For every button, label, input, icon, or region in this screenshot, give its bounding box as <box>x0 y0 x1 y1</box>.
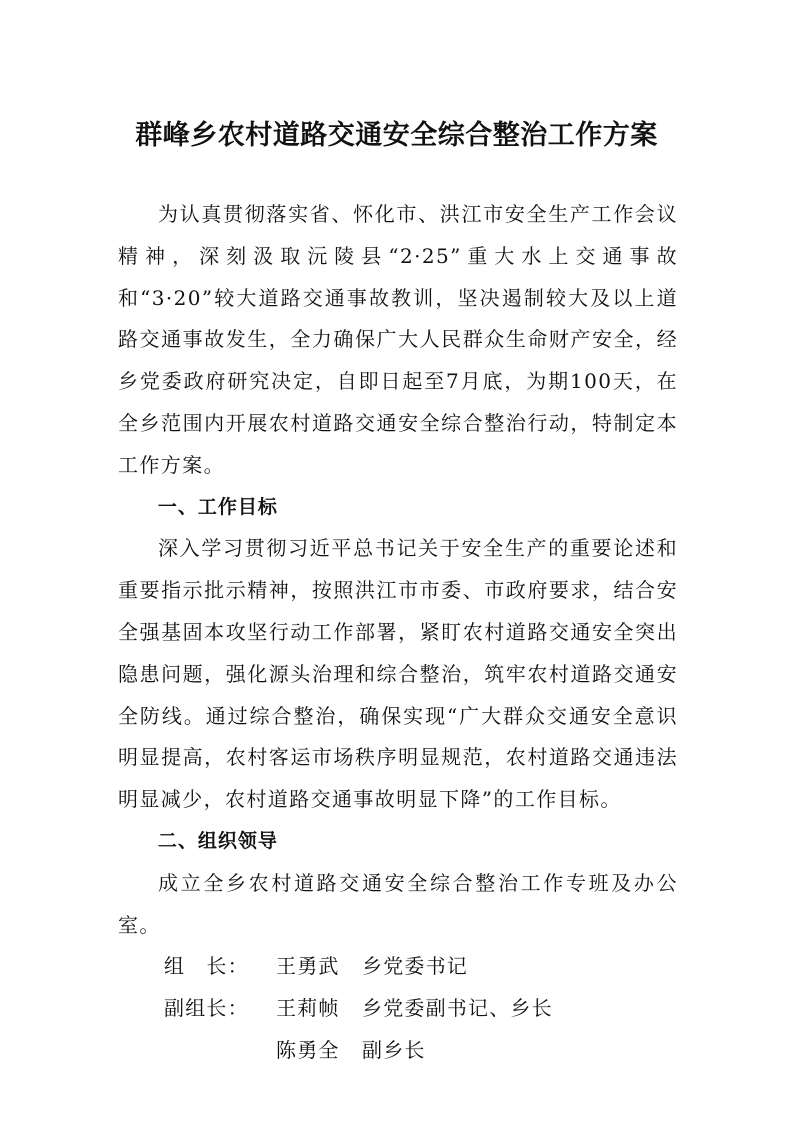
section-paragraph-organization: 成立全乡农村道路交通安全综合整治工作专班及办公室。 <box>118 870 678 937</box>
member-name: 陈勇全 <box>276 1037 340 1062</box>
member-post: 乡党委书记 <box>362 954 468 979</box>
member-role: 副组长： <box>164 996 249 1021</box>
intro-paragraph: 为认真贯彻落实省、怀化市、洪江市安全生产工作会议精神，深刻汲取沅陵县“2·25”重大水上交通事故和“3·20”较大道路交通事故教训，坚决遏制较大及以上道路交通事故发生，全力确保广大人民群众生命财产安全，经乡党委政府研究决定，自即日起至7月底，为期100天，在全乡范围内开展农村道路交通安全综合整治行动，特制定本工作方案。 <box>118 202 678 477</box>
member-row <box>118 988 678 1030</box>
member-name: 王莉帧 <box>276 996 340 1021</box>
document-title: 群峰乡农村道路交通安全综合整治工作方案 <box>135 120 658 151</box>
document-body <box>118 194 678 1072</box>
member-name: 王勇武 <box>276 954 340 979</box>
section-heading-organization: 二、组织领导 <box>157 829 278 852</box>
member-row <box>118 946 678 988</box>
section-heading-goals: 一、工作目标 <box>157 495 278 518</box>
member-role: 组 长： <box>164 954 249 979</box>
member-post: 乡党委副书记、乡长 <box>362 996 553 1021</box>
member-post: 副乡长 <box>362 1037 426 1062</box>
section-paragraph-goals: 深入学习贯彻习近平总书记关于安全生产的重要论述和重要指示批示精神，按照洪江市市委、市政府要求，结合安全强基固本攻坚行动工作部署，紧盯农村道路交通安全突出隐患问题，强化源头治理和综合整治，筑牢农村道路交通安全防线。通过综合整治，确保实现“广大群众交通安全意识明显提高，农村客运市场秩序明显规范，农村道路交通违法明显减少，农村道路交通事故明显下降”的工作目标。 <box>118 536 678 812</box>
member-row <box>118 1030 678 1072</box>
